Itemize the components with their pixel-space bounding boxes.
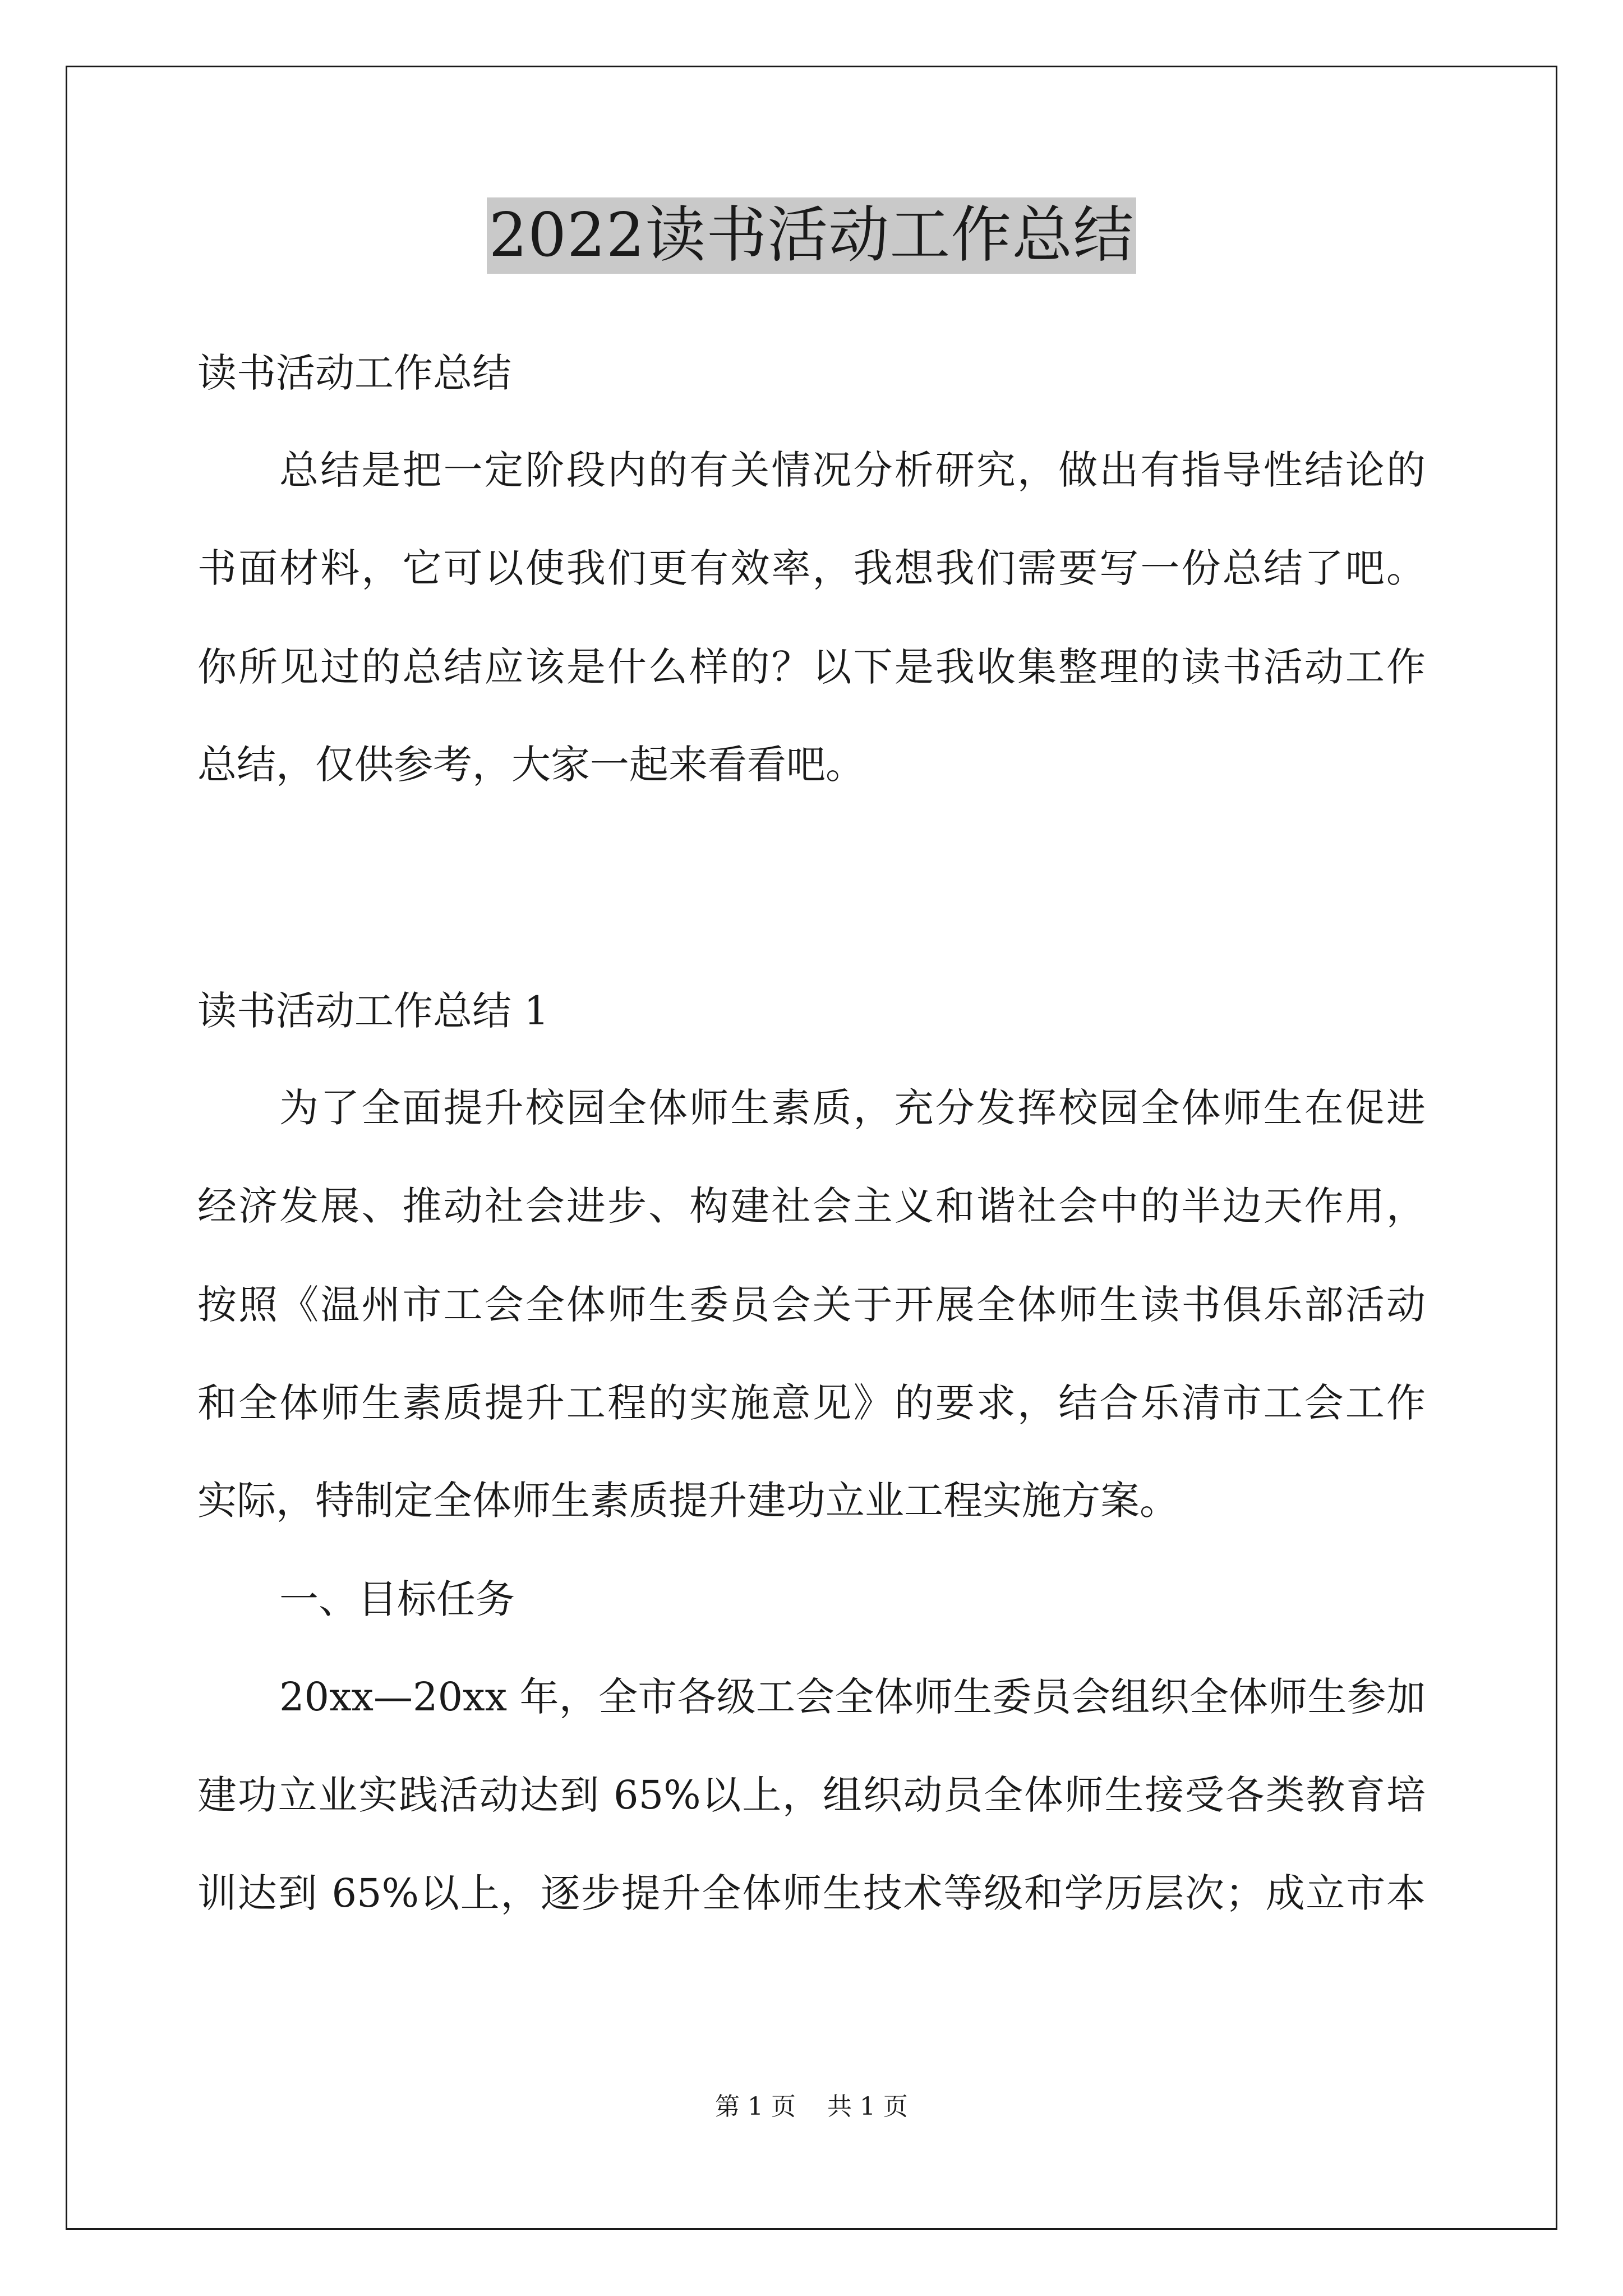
intro-line: 总结，仅供参考，大家一起来看看吧。: [197, 742, 865, 788]
goal-heading: 一、目标任务: [279, 1576, 515, 1622]
body-line: 按照《温州市工会全体师生委员会关于开展全体师生读书俱乐部活动: [197, 1282, 1426, 1328]
body-line: 建功立业实践活动达到 65%以上，组织动员全体师生接受各类教育培: [197, 1772, 1426, 1818]
intro-line: 你所见过的总结应该是什么样的？以下是我收集整理的读书活动工作: [197, 644, 1426, 690]
section-heading: 读书活动工作总结 1: [197, 988, 549, 1034]
body-line: 训达到 65%以上，逐步提升全体师生技术等级和学历层次；成立市本: [197, 1870, 1426, 1916]
body-line: 和全体师生素质提升工程的实施意见》的要求，结合乐清市工会工作: [197, 1380, 1426, 1426]
page-number-footer: 第 1 页 共 1 页: [715, 2092, 908, 2121]
title-container: [0, 197, 1623, 274]
document-title: 2022读书活动工作总结: [487, 197, 1137, 274]
body-line: 为了全面提升校园全体师生素质，充分发挥校园全体师生在促进: [279, 1085, 1426, 1131]
body-line: 20xx—20xx 年，全市各级工会全体师生委员会组织全体师生参加: [279, 1674, 1426, 1720]
subtitle: 读书活动工作总结: [197, 350, 511, 396]
body-line: 实际，特制定全体师生素质提升建功立业工程实施方案。: [197, 1478, 1179, 1524]
body-line: 经济发展、推动社会进步、构建社会主义和谐社会中的半边天作用，: [197, 1183, 1426, 1229]
intro-line: 书面材料，它可以使我们更有效率，我想我们需要写一份总结了吧。: [197, 545, 1426, 591]
intro-line: 总结是把一定阶段内的有关情况分析研究，做出有指导性结论的: [279, 447, 1426, 493]
